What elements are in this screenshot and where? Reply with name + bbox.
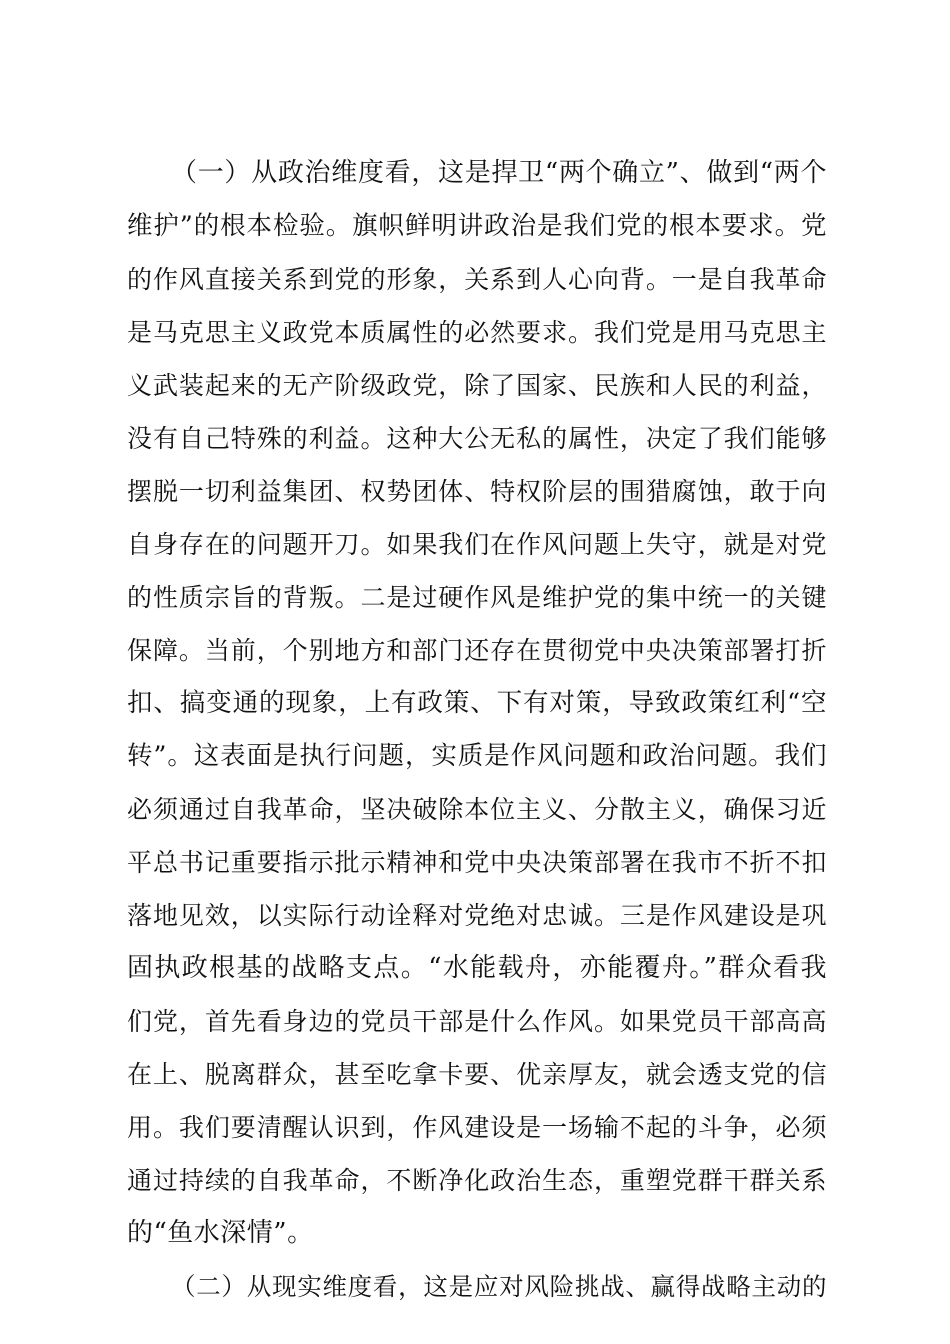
paragraph-1-line-16: 固执政根基的战略支点。“水能载舟，亦能覆舟。”群众看我 [127, 953, 827, 983]
paragraph-1-line-13: 必须通过自我革命，坚决破除本位主义、分散主义，确保习近 [127, 795, 827, 824]
paragraph-1-line-15: 落地见效，以实际行动诠释对党绝对忠诚。三是作风建设是巩 [127, 901, 827, 930]
paragraph-1-line-10: 保障。当前，个别地方和部门还存在贯彻党中央决策部署打折 [127, 636, 827, 665]
paragraph-1-line-3: 的作风直接关系到党的形象，关系到人心向背。一是自我革命 [127, 265, 827, 294]
paragraph-1-line-2: 维护”的根本检验。旗帜鲜明讲政治是我们党的根本要求。党 [127, 211, 827, 241]
paragraph-1-line-20: 通过持续的自我革命，不断净化政治生态，重塑党群干群关系 [127, 1166, 827, 1195]
paragraph-1-line-9: 的性质宗旨的背叛。二是过硬作风是维护党的集中统一的关键 [127, 583, 827, 612]
paragraph-2-line-1: （二）从现实维度看，这是应对风险挑战、赢得战略主动的 [171, 1272, 827, 1301]
body-text [127, 147, 827, 1313]
paragraph-1-line-6: 没有自己特殊的利益。这种大公无私的属性，决定了我们能够 [127, 424, 827, 453]
paragraph-1-line-11: 扣、搞变通的现象，上有政策、下有对策，导致政策红利“空 [127, 688, 827, 718]
paragraph-1-line-17: 们党，首先看身边的党员干部是什么作风。如果党员干部高高 [127, 1007, 827, 1036]
paragraph-1-line-8: 自身存在的问题开刀。如果我们在作风问题上失守，就是对党 [127, 530, 827, 559]
paragraph-1-line-18: 在上、脱离群众，甚至吃拿卡要、优亲厚友，就会透支党的信 [127, 1060, 827, 1089]
paragraph-1-line-4: 是马克思主义政党本质属性的必然要求。我们党是用马克思主 [127, 318, 827, 347]
paragraph-1-line-19: 用。我们要清醒认识到，作风建设是一场输不起的斗争，必须 [127, 1113, 827, 1142]
paragraph-1-line-7: 摆脱一切利益集团、权势团体、特权阶层的围猎腐蚀，敢于向 [127, 477, 827, 506]
paragraph-1-line-14: 平总书记重要指示批示精神和党中央决策部署在我市不折不扣 [127, 848, 827, 877]
paragraph-1-line-5: 义武装起来的无产阶级政党，除了国家、民族和人民的利益， [127, 371, 827, 400]
paragraph-1-line-1: （一）从政治维度看，这是捍卫“两个确立”、做到“两个 [171, 158, 827, 188]
paragraph-1-line-21: 的“鱼水深情”。 [127, 1218, 314, 1248]
paragraph-1-line-12: 转”。这表面是执行问题，实质是作风问题和政治问题。我们 [127, 741, 827, 771]
